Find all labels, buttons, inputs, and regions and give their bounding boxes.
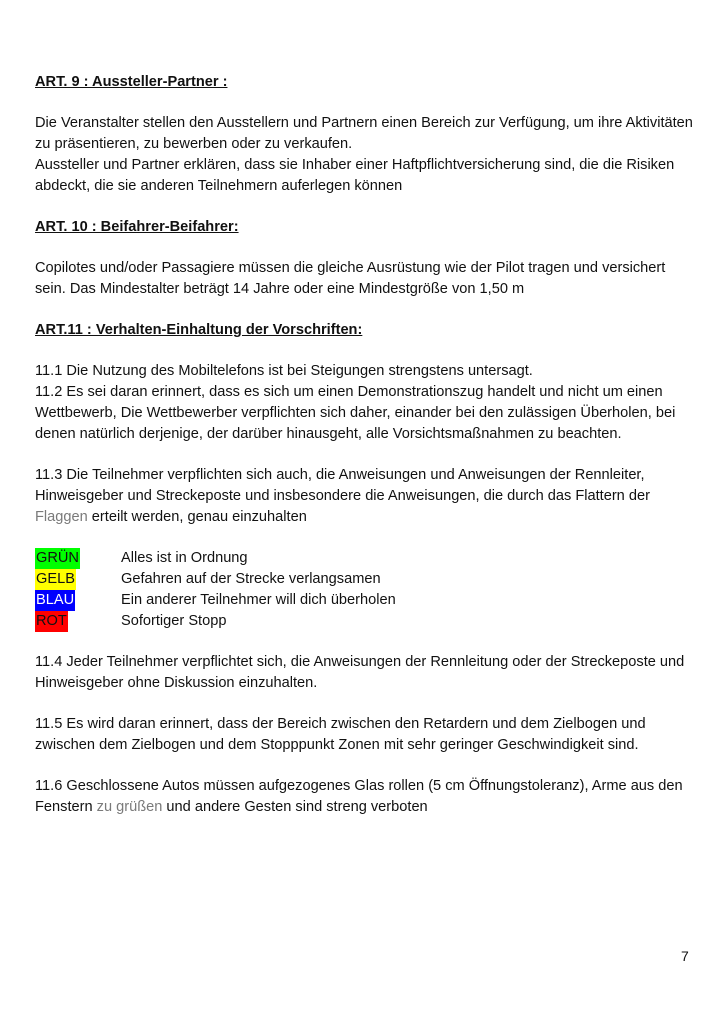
flag-gruen-meaning: Alles ist in Ordnung	[121, 550, 248, 566]
art11-3-paragraph	[35, 465, 695, 528]
flag-label-cell	[35, 590, 121, 611]
flag-rot-label: ROT	[35, 611, 68, 632]
art11-1-paragraph: 11.1 Die Nutzung des Mobiltelefons ist bei Steigungen strengstens untersagt.	[35, 363, 533, 379]
art9-heading: ART. 9 : Aussteller-Partner :	[35, 74, 228, 90]
art11-2-paragraph: 11.2 Es sei daran erinnert, dass es sich um einen Demonstrationszug handelt und nicht um einen Wettbewerb, Die Wettbewerber verpflichten sich daher, einander bei den zulässigen Überholen, bei denen natürlich derjenige, der darüber hinausgeht, alle Vorsichtsmaßnahmen zu beachten.	[35, 384, 676, 442]
flag-gelb-label: GELB	[35, 569, 76, 590]
art11-6-text-after: und andere Gesten sind streng verboten	[162, 799, 428, 815]
flag-label-cell	[35, 548, 121, 569]
art11-6-highlight: zu grüßen	[96, 799, 163, 815]
flag-gruen-label: GRÜN	[35, 548, 80, 569]
art10-heading: ART. 10 : Beifahrer-Beifahrer:	[35, 219, 239, 235]
art11-6-text-before: 11.6 Geschlossene Autos müssen aufgezogenes Glas rollen (5 cm Öffnungstoleranz), Arme aus den Fenstern	[35, 778, 683, 815]
art11-3-text-after: erteilt werden, genau einzuhalten	[87, 509, 307, 525]
flag-blau-meaning: Ein anderer Teilnehmer will dich überholen	[121, 592, 396, 608]
flag-legend	[35, 548, 695, 632]
art11-3-text-before: 11.3 Die Teilnehmer verpflichten sich auch, die Anweisungen und Anweisungen der Rennleiter, Hinweisgeber und Streckeposte und insbesondere die Anweisungen, die durch das Flattern der	[35, 467, 650, 504]
flag-label-cell	[35, 611, 121, 632]
art11-4-paragraph: 11.4 Jeder Teilnehmer verpflichtet sich, die Anweisungen der Rennleitung oder der Streckeposte und Hinweisgeber ohne Diskussion einzuhalten.	[35, 654, 685, 691]
art9-paragraph-2: Aussteller und Partner erklären, dass sie Inhaber einer Haftpflichtversicherung sind, die die Risiken abdeckt, die sie anderen Teilnehmern auferlegen können	[35, 157, 675, 194]
art11-3-highlight: Flaggen	[35, 509, 88, 525]
art11-5-paragraph: 11.5 Es wird daran erinnert, dass der Bereich zwischen den Retardern und dem Zielbogen und zwischen dem Zielbogen und dem Stopppunkt Zonen mit sehr geringer Geschwindigkeit sind.	[35, 716, 646, 753]
page-number: 7	[681, 948, 689, 964]
art10-paragraph: Copilotes und/oder Passagiere müssen die gleiche Ausrüstung wie der Pilot tragen und versichert sein. Das Mindestalter beträgt 14 Jahre oder eine Mindestgröße von 1,50 m	[35, 260, 666, 297]
flag-gelb-meaning: Gefahren auf der Strecke verlangsamen	[121, 571, 381, 587]
art11-heading: ART.11 : Verhalten-Einhaltung der Vorschriften:	[35, 322, 363, 338]
flag-rot-meaning: Sofortiger Stopp	[121, 613, 227, 629]
art11-6-paragraph	[35, 776, 695, 818]
document-body	[35, 72, 695, 818]
flag-label-cell	[35, 569, 121, 590]
flag-blau-label: BLAU	[35, 590, 75, 611]
art9-paragraph-1: Die Veranstalter stellen den Ausstellern und Partnern einen Bereich zur Verfügung, um ihre Aktivitäten zu präsentieren, zu bewerben oder zu verkaufen.	[35, 115, 693, 152]
